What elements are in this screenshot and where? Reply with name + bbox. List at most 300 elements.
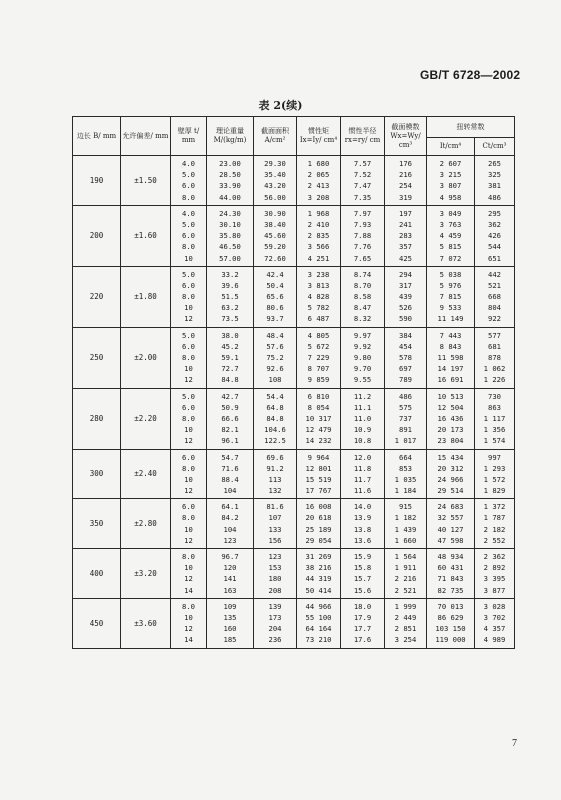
value: 20 312 <box>437 463 464 473</box>
value: 86 629 <box>437 612 464 622</box>
value: 104 <box>223 486 237 496</box>
header-area: 截面面积 A/cm² <box>254 117 297 156</box>
value: 1 035 <box>394 474 417 484</box>
value: 3 807 <box>439 181 462 191</box>
value: 8.0 <box>182 601 195 611</box>
value: 2 216 <box>394 574 417 584</box>
value: 180 <box>268 574 282 584</box>
value: 1 184 <box>394 486 417 496</box>
inertia-cell <box>297 327 341 388</box>
torsion-ct-cell <box>475 205 515 266</box>
value: 12 <box>184 574 193 584</box>
value: 65.6 <box>266 292 284 302</box>
value: 737 <box>399 413 412 423</box>
value: 10.8 <box>353 436 372 446</box>
value: 664 <box>399 452 412 462</box>
value: 17 767 <box>305 486 332 496</box>
table-body <box>73 156 515 649</box>
value: 54.7 <box>221 452 239 462</box>
value: 185 <box>223 635 237 645</box>
radius-cell <box>341 266 385 327</box>
value: 6.0 <box>182 341 195 351</box>
value: 16 436 <box>437 413 464 423</box>
torsion-ct-cell <box>475 266 515 327</box>
value: 44 966 <box>305 601 332 611</box>
value: 13.8 <box>353 524 372 534</box>
value: 16 008 <box>305 502 332 512</box>
value: 922 <box>488 314 501 324</box>
value: 109 <box>223 601 237 611</box>
value: 44.00 <box>219 192 241 202</box>
value: 6.0 <box>182 452 195 462</box>
value: 7 072 <box>439 253 462 263</box>
value: 8.74 <box>353 269 372 279</box>
value: 104.6 <box>264 425 286 435</box>
value: 5 038 <box>439 269 462 279</box>
value: 3 877 <box>483 585 506 595</box>
value: 31 269 <box>305 552 332 561</box>
radius-cell <box>341 388 385 449</box>
value: 3 208 <box>307 192 330 202</box>
value: 997 <box>488 452 501 462</box>
radius-cell <box>341 549 385 599</box>
value: 4.0 <box>182 208 195 218</box>
area-cell <box>254 156 297 206</box>
value: 878 <box>488 353 501 362</box>
value: 120 <box>223 563 237 573</box>
value: 163 <box>223 585 237 595</box>
value: 113 <box>268 474 282 484</box>
value: 17.7 <box>353 624 372 634</box>
value: 81.6 <box>266 502 284 512</box>
value: 64 164 <box>305 624 332 634</box>
side-cell: 400 <box>73 549 121 599</box>
modulus-cell <box>385 266 427 327</box>
value: 9 859 <box>307 375 330 385</box>
value: 72.7 <box>221 364 239 374</box>
table-row <box>73 388 515 449</box>
value: 84.8 <box>221 375 239 385</box>
value: 35.80 <box>219 231 241 241</box>
value: 4 459 <box>439 231 462 241</box>
value: 2 449 <box>394 612 417 622</box>
value: 14.0 <box>353 502 372 512</box>
value: 8.0 <box>182 292 195 302</box>
value: 11 149 <box>437 314 464 324</box>
modulus-cell <box>385 388 427 449</box>
value: 426 <box>488 231 501 241</box>
value: 1 574 <box>483 436 506 446</box>
value: 7.57 <box>353 159 372 168</box>
tolerance-cell: ±1.80 <box>121 266 171 327</box>
value: 9 964 <box>307 452 330 462</box>
mass-cell <box>207 327 254 388</box>
value: 107 <box>268 513 282 523</box>
value: 29 514 <box>437 486 464 496</box>
value: 66.6 <box>221 413 239 423</box>
header-modulus: 截面模数 Wx=Wy/ cm³ <box>385 117 427 156</box>
value: 5.0 <box>182 330 195 340</box>
value: 7.65 <box>353 253 372 263</box>
mass-cell <box>207 388 254 449</box>
value: 32 557 <box>437 513 464 523</box>
value: 10 <box>184 253 193 263</box>
value: 6 810 <box>307 391 330 401</box>
value: 295 <box>488 208 501 218</box>
value: 50.4 <box>266 280 284 290</box>
page-number: 7 <box>512 738 517 749</box>
value: 11.7 <box>353 474 372 484</box>
value: 521 <box>488 280 501 290</box>
table-row <box>73 156 515 206</box>
radius-cell <box>341 327 385 388</box>
torsion-ct-cell <box>475 598 515 648</box>
value: 80.6 <box>266 303 284 313</box>
value: 11.6 <box>353 486 372 496</box>
tolerance-cell: ±2.00 <box>121 327 171 388</box>
value: 2 362 <box>483 552 506 561</box>
torsion-ct-cell <box>475 156 515 206</box>
value: 29 054 <box>305 535 332 545</box>
value: 7.76 <box>353 242 372 252</box>
value: 1 017 <box>394 436 417 446</box>
value: 2 851 <box>394 624 417 634</box>
value: 4 251 <box>307 253 330 263</box>
value: 9.55 <box>353 375 372 385</box>
value: 23 804 <box>437 436 464 446</box>
value: 55 100 <box>305 612 332 622</box>
tolerance-cell: ±1.50 <box>121 156 171 206</box>
value: 84.8 <box>266 413 284 423</box>
value: 13.6 <box>353 535 372 545</box>
value: 12 479 <box>305 425 332 435</box>
modulus-cell <box>385 598 427 648</box>
value: 2 552 <box>483 535 506 545</box>
value: 10 317 <box>305 413 332 423</box>
value: 15.7 <box>353 574 372 584</box>
value: 176 <box>399 159 412 168</box>
value: 15.8 <box>353 563 372 573</box>
area-cell <box>254 205 297 266</box>
value: 3 254 <box>394 635 417 645</box>
value: 45.2 <box>221 341 239 351</box>
value: 1 829 <box>483 486 506 496</box>
value: 1 372 <box>483 502 506 512</box>
value: 8.0 <box>182 463 195 473</box>
area-cell <box>254 449 297 499</box>
torsion-it-cell <box>427 598 475 648</box>
value: 56.00 <box>264 192 286 202</box>
value: 84.2 <box>221 513 239 523</box>
value: 54.4 <box>266 391 284 401</box>
modulus-cell <box>385 156 427 206</box>
value: 863 <box>488 402 501 412</box>
value: 7.47 <box>353 181 372 191</box>
value: 103 150 <box>435 624 466 634</box>
value: 6.0 <box>182 502 195 512</box>
inertia-cell <box>297 449 341 499</box>
value: 45.60 <box>264 231 286 241</box>
value: 30.10 <box>219 219 241 229</box>
value: 133 <box>268 524 282 534</box>
value: 10 <box>184 474 193 484</box>
value: 160 <box>223 624 237 634</box>
value: 10 <box>184 303 193 313</box>
modulus-cell <box>385 499 427 549</box>
value: 173 <box>268 612 282 622</box>
value: 119 000 <box>435 635 466 645</box>
value: 8.0 <box>182 413 195 423</box>
value: 59.20 <box>264 242 286 252</box>
header-radius: 惯性半径 rx=ry/ cm <box>341 117 385 156</box>
value: 7.52 <box>353 170 372 180</box>
value: 12 <box>184 436 193 446</box>
value: 1 293 <box>483 463 506 473</box>
value: 1 999 <box>394 601 417 611</box>
value: 12 504 <box>437 402 464 412</box>
inertia-cell <box>297 266 341 327</box>
value: 64.8 <box>266 402 284 412</box>
torsion-it-cell <box>427 205 475 266</box>
value: 71 843 <box>437 574 464 584</box>
thickness-cell <box>171 156 207 206</box>
value: 73.5 <box>221 314 239 324</box>
value: 425 <box>399 253 412 263</box>
value: 43.20 <box>264 181 286 191</box>
value: 92.6 <box>266 364 284 374</box>
value: 7 443 <box>439 330 462 340</box>
value: 50 414 <box>305 585 332 595</box>
value: 141 <box>223 574 237 584</box>
mass-cell <box>207 549 254 599</box>
value: 8 054 <box>307 402 330 412</box>
value: 12 <box>184 375 193 385</box>
value: 9.92 <box>353 341 372 351</box>
value: 10 <box>184 364 193 374</box>
modulus-cell <box>385 327 427 388</box>
torsion-ct-cell <box>475 327 515 388</box>
value: 1 356 <box>483 425 506 435</box>
torsion-it-cell <box>427 266 475 327</box>
value: 1 182 <box>394 513 417 523</box>
thickness-cell <box>171 598 207 648</box>
value: 197 <box>399 208 412 218</box>
side-cell: 190 <box>73 156 121 206</box>
value: 14 197 <box>437 364 464 374</box>
value: 544 <box>488 242 501 252</box>
torsion-it-cell <box>427 499 475 549</box>
value: 590 <box>399 314 412 324</box>
header-inertia: 惯性矩 Ix=Iy/ cm⁴ <box>297 117 341 156</box>
area-cell <box>254 598 297 648</box>
value: 3 238 <box>307 269 330 279</box>
value: 2 835 <box>307 231 330 241</box>
value: 526 <box>399 303 412 313</box>
value: 132 <box>268 486 282 496</box>
value: 104 <box>223 524 237 534</box>
value: 3 028 <box>483 601 506 611</box>
value: 2 607 <box>439 159 462 168</box>
value: 8.47 <box>353 303 372 313</box>
value: 2 182 <box>483 524 506 534</box>
value: 8 707 <box>307 364 330 374</box>
value: 73 210 <box>305 635 332 645</box>
header-torsion-ct: Ct/cm³ <box>475 138 515 156</box>
value: 789 <box>399 375 412 385</box>
torsion-ct-cell <box>475 499 515 549</box>
value: 44 319 <box>305 574 332 584</box>
value: 69.6 <box>266 452 284 462</box>
value: 254 <box>399 181 412 191</box>
value: 241 <box>399 219 412 229</box>
value: 24 966 <box>437 474 464 484</box>
value: 23.00 <box>219 159 241 168</box>
thickness-cell <box>171 327 207 388</box>
value: 38 216 <box>305 563 332 573</box>
value: 9.80 <box>353 353 372 362</box>
value: 577 <box>488 330 501 340</box>
modulus-cell <box>385 549 427 599</box>
value: 156 <box>268 535 282 545</box>
value: 16 691 <box>437 375 464 385</box>
value: 8.32 <box>353 314 372 324</box>
radius-cell <box>341 156 385 206</box>
value: 63.2 <box>221 303 239 313</box>
value: 5.0 <box>182 269 195 279</box>
value: 1 439 <box>394 524 417 534</box>
value: 384 <box>399 330 412 340</box>
value: 70 013 <box>437 601 464 611</box>
torsion-ct-cell <box>475 549 515 599</box>
value: 24 683 <box>437 502 464 512</box>
table-caption: 表 2(续) <box>258 99 303 112</box>
area-cell <box>254 549 297 599</box>
value: 82.1 <box>221 425 239 435</box>
value: 6.0 <box>182 402 195 412</box>
table-row <box>73 598 515 648</box>
value: 7.93 <box>353 219 372 229</box>
value: 46.50 <box>219 242 241 252</box>
inertia-cell <box>297 388 341 449</box>
value: 891 <box>399 425 412 435</box>
value: 216 <box>399 170 412 180</box>
value: 208 <box>268 585 282 595</box>
thickness-cell <box>171 499 207 549</box>
value: 15.6 <box>353 585 372 595</box>
value: 283 <box>399 231 412 241</box>
area-cell <box>254 266 297 327</box>
value: 12 801 <box>305 463 332 473</box>
tolerance-cell: ±2.40 <box>121 449 171 499</box>
mass-cell <box>207 266 254 327</box>
value: 8.0 <box>182 513 195 523</box>
value: 5.0 <box>182 219 195 229</box>
value: 4 828 <box>307 292 330 302</box>
value: 2 410 <box>307 219 330 229</box>
value: 1 226 <box>483 375 506 385</box>
value: 35.40 <box>264 170 286 180</box>
value: 10 <box>184 524 193 534</box>
value: 123 <box>268 552 282 561</box>
value: 7 229 <box>307 353 330 362</box>
header-torsion: 扭转常数 <box>427 117 515 138</box>
value: 11.1 <box>353 402 372 412</box>
value: 48.4 <box>266 330 284 340</box>
inertia-cell <box>297 499 341 549</box>
mass-cell <box>207 598 254 648</box>
value: 5 976 <box>439 280 462 290</box>
value: 60 431 <box>437 563 464 573</box>
modulus-cell <box>385 449 427 499</box>
value: 915 <box>399 502 412 512</box>
value: 5.0 <box>182 170 195 180</box>
value: 454 <box>399 341 412 351</box>
value: 123 <box>223 535 237 545</box>
value: 25 189 <box>305 524 332 534</box>
torsion-it-cell <box>427 549 475 599</box>
side-cell: 200 <box>73 205 121 266</box>
inertia-cell <box>297 205 341 266</box>
value: 486 <box>488 192 501 202</box>
thickness-cell <box>171 266 207 327</box>
tolerance-cell: ±2.20 <box>121 388 171 449</box>
value: 11.0 <box>353 413 372 423</box>
value: 325 <box>488 170 501 180</box>
value: 122.5 <box>264 436 286 446</box>
header-tolerance: 允许偏差/ mm <box>121 117 171 156</box>
value: 11.8 <box>353 463 372 473</box>
value: 38.0 <box>221 330 239 340</box>
side-cell: 300 <box>73 449 121 499</box>
value: 5 782 <box>307 303 330 313</box>
value: 5 815 <box>439 242 462 252</box>
standard-code: GB/T 6728—2002 <box>420 68 521 82</box>
value: 381 <box>488 181 501 191</box>
value: 3 395 <box>483 574 506 584</box>
value: 57.6 <box>266 341 284 351</box>
modulus-cell <box>385 205 427 266</box>
value: 5 672 <box>307 341 330 351</box>
value: 6 487 <box>307 314 330 324</box>
value: 1 911 <box>394 563 417 573</box>
side-cell: 450 <box>73 598 121 648</box>
value: 57.00 <box>219 253 241 263</box>
value: 4 357 <box>483 624 506 634</box>
value: 804 <box>488 303 501 313</box>
value: 3 566 <box>307 242 330 252</box>
value: 59.1 <box>221 353 239 362</box>
value: 3 813 <box>307 280 330 290</box>
value: 1 680 <box>307 159 330 168</box>
value: 6.0 <box>182 280 195 290</box>
value: 3 702 <box>483 612 506 622</box>
value: 20 618 <box>305 513 332 523</box>
area-cell <box>254 327 297 388</box>
value: 39.6 <box>221 280 239 290</box>
value: 12 <box>184 314 193 324</box>
value: 38.40 <box>264 219 286 229</box>
mass-cell <box>207 499 254 549</box>
value: 1 572 <box>483 474 506 484</box>
value: 8.0 <box>182 242 195 252</box>
radius-cell <box>341 598 385 648</box>
value: 10 <box>184 563 193 573</box>
section-properties-table <box>72 116 515 649</box>
torsion-ct-cell <box>475 388 515 449</box>
value: 668 <box>488 292 501 302</box>
value: 2 065 <box>307 170 330 180</box>
mass-cell <box>207 205 254 266</box>
